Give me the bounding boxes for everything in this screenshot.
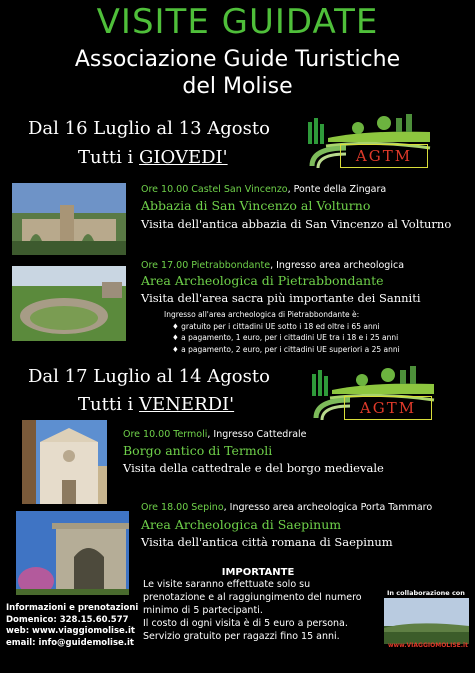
info-email[interactable]: email: info@guidemolise.it bbox=[6, 637, 134, 648]
event-4-photo bbox=[16, 511, 129, 595]
event-1-title: Abbazia di San Vincenzo al Volturno bbox=[141, 198, 371, 213]
important-line-4: Il costo di ogni visita è di 5 euro a persona. bbox=[143, 618, 348, 629]
important-line-3: minimo di 5 partecipanti. bbox=[143, 605, 263, 616]
agtm-logo-2-text: AGTM bbox=[344, 396, 432, 420]
agtm-logo-2 bbox=[310, 360, 436, 422]
day-2-name: VENERDI' bbox=[139, 394, 235, 415]
event-3-time-label: Ore 10.00 Termoli bbox=[123, 429, 208, 440]
event-2-time bbox=[141, 260, 404, 271]
poster-title: VISITE GUIDATE bbox=[96, 2, 379, 42]
event-3-photo bbox=[22, 420, 107, 504]
event-1-photo bbox=[12, 183, 126, 255]
collab-label: In collaborazione con bbox=[387, 589, 465, 597]
event-3-time bbox=[123, 429, 307, 440]
event-4-time-label: Ore 18.00 Sepino bbox=[141, 502, 224, 513]
event-1-desc: Visita dell'antica abbazia di San Vincenzo al Volturno bbox=[141, 217, 452, 231]
day-1-prefix: Tutti i bbox=[78, 147, 134, 168]
day-1 bbox=[78, 147, 228, 168]
event-2-time-label: Ore 17.00 Pietrabbondante bbox=[141, 260, 271, 271]
important-line-2: prenotazione e al raggiungimento del numero bbox=[143, 592, 362, 603]
event-2-photo bbox=[12, 266, 126, 341]
event-4-desc: Visita dell'antica città romana di Saepinum bbox=[141, 535, 393, 549]
event-3-place: , Ingresso Cattedrale bbox=[207, 429, 307, 440]
ticket-item-2: ♦ a pagamento, 1 euro, per i cittadini UE tra i 18 e i 25 anni bbox=[172, 333, 399, 342]
important-title: IMPORTANTE bbox=[221, 567, 295, 578]
event-1-time bbox=[141, 184, 386, 195]
agtm-logo-text: AGTM bbox=[340, 144, 428, 168]
event-2-place: , Ingresso area archeologica bbox=[270, 260, 405, 271]
event-4-title: Area Archeologica di Saepinum bbox=[141, 517, 342, 532]
period-2: Dal 17 Luglio al 14 Agosto bbox=[28, 366, 270, 387]
ticket-info bbox=[164, 309, 400, 355]
subtitle-line-2: del Molise bbox=[182, 74, 293, 99]
day-2 bbox=[78, 394, 234, 415]
event-3-title: Borgo antico di Termoli bbox=[123, 443, 273, 458]
important-line-5: Servizio gratuito per ragazzi fino 15 anni. bbox=[143, 631, 340, 642]
important-line-1: Le visite saranno effettuate solo su bbox=[143, 579, 311, 590]
info-phone: Domenico: 328.15.60.577 bbox=[6, 614, 129, 625]
info-web[interactable]: web: www.viaggiomolise.it bbox=[6, 626, 135, 636]
day-2-prefix: Tutti i bbox=[78, 394, 134, 415]
subtitle-line-1: Associazione Guide Turistiche bbox=[74, 47, 401, 72]
event-4-time bbox=[141, 502, 432, 513]
event-1-time-label: Ore 10.00 Castel San Vincenzo bbox=[141, 184, 288, 195]
ticket-heading: Ingresso all'area archeologica di Pietrabbondante è: bbox=[164, 310, 360, 319]
ticket-item-3: ♦ a pagamento, 2 euro, per i cittadini UE superiori a 25 anni bbox=[172, 344, 400, 354]
collab-image bbox=[384, 598, 469, 644]
event-2-desc: Visita dell'area sacra più importante dei Sanniti bbox=[141, 291, 421, 305]
poster-subtitle bbox=[0, 46, 475, 100]
important-body bbox=[143, 578, 373, 643]
event-1-place: , Ponte della Zingara bbox=[287, 184, 387, 195]
event-3-desc: Visita della cattedrale e del borgo medievale bbox=[123, 461, 384, 475]
collab-brand[interactable]: www.VIAGGIOMOLISE.it bbox=[388, 642, 468, 649]
agtm-logo bbox=[306, 108, 432, 170]
period-1: Dal 16 Luglio al 13 Agosto bbox=[28, 118, 270, 139]
ticket-item-1: ♦ gratuito per i cittadini UE sotto i 18 ed oltre i 65 anni bbox=[172, 321, 380, 331]
info-block bbox=[6, 603, 138, 649]
important-box bbox=[143, 567, 373, 643]
event-2-title: Area Archeologica di Pietrabbondante bbox=[141, 273, 384, 288]
event-4-place: , Ingresso area archeologica Porta Tammaro bbox=[223, 502, 433, 513]
day-1-name: GIOVEDI' bbox=[139, 147, 228, 168]
info-title: Informazioni e prenotazioni bbox=[6, 603, 139, 613]
